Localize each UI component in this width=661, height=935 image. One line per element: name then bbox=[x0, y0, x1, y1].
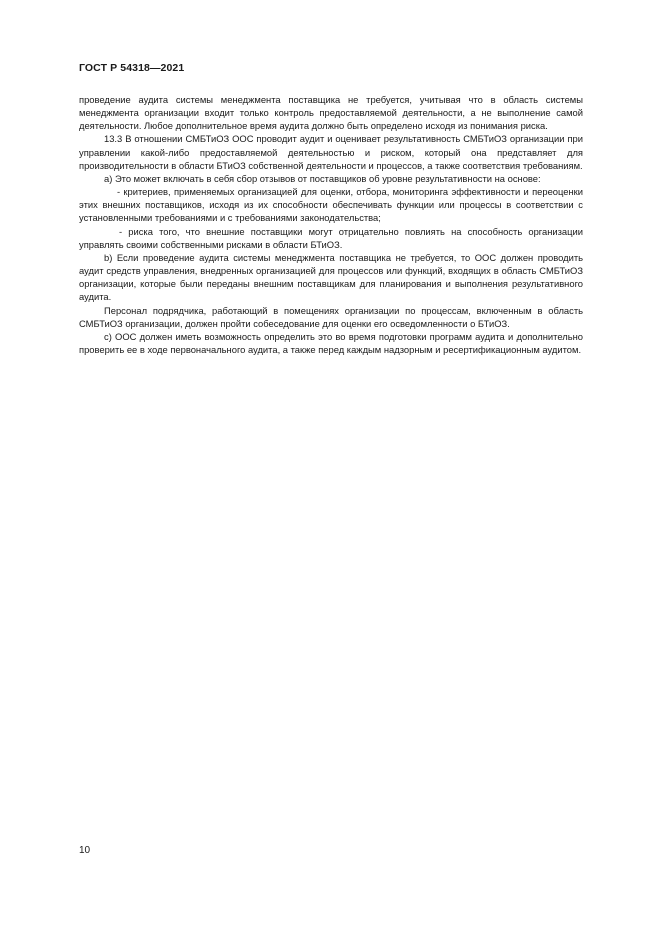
paragraph-item-a: a) Это может включать в себя сбор отзывов от поставщиков об уровне результативности на основе: bbox=[104, 172, 541, 184]
body-text bbox=[79, 93, 583, 356]
standard-header: ГОСТ Р 54318—2021 bbox=[79, 62, 185, 74]
paragraph-item-c: c) ООС должен иметь возможность определить это во время подготовки программ аудита и дополнительно проверить ее в ходе первоначального аудита, а также перед каждым надзорным и ресертификационным аудитом. bbox=[79, 330, 583, 355]
paragraph-13-3: 13.3 В отношении СМБТиОЗ ООС проводит аудит и оценивает результативность СМБТиОЗ организации при управлении какой-либо предоставляемой деятельностью и риском, который она представляет для производительности в области БТиОЗ собственной деятельности и процессов, а также соответствия требованиям. bbox=[79, 133, 583, 171]
paragraph-item-b: b) Если проведение аудита системы менеджмента поставщика не требуется, то ООС должен проводить аудит средств управления, внедренных организацией для процессов или функций, входящих в область СМБТиОЗ организации, которые были переданы внешним поставщикам для планирования и выполнения результативного аудита. bbox=[79, 251, 583, 303]
paragraph-contractor-personnel: Персонал подрядчика, работающий в помещениях организации по процессам, включенным в область СМБТиОЗ организации, должен пройти собеседование для оценки его осведомленности о БТиОЗ. bbox=[79, 304, 583, 329]
paragraph-bullet-risk: - риска того, что внешние поставщики могут отрицательно повлиять на способность организации управлять своими собственными рисками в области БТиОЗ. bbox=[79, 225, 583, 250]
paragraph-continuation: проведение аудита системы менеджмента поставщика не требуется, учитывая что в область системы менеджмента организации входит только контроль предоставляемой деятельности, а не выполнение самой деятельности. Любое дополнительное время аудита должно быть определено исходя из понимания риска. bbox=[79, 94, 583, 132]
paragraph-bullet-criteria: - критериев, применяемых организацией для оценки, отбора, мониторинга эффективности и переоценки этих внешних поставщиков, исходя из их способности обеспечивать функции или процессы в соответствии с установленными требованиями и с требованиями законодательства; bbox=[79, 186, 583, 224]
page-number: 10 bbox=[79, 845, 91, 856]
